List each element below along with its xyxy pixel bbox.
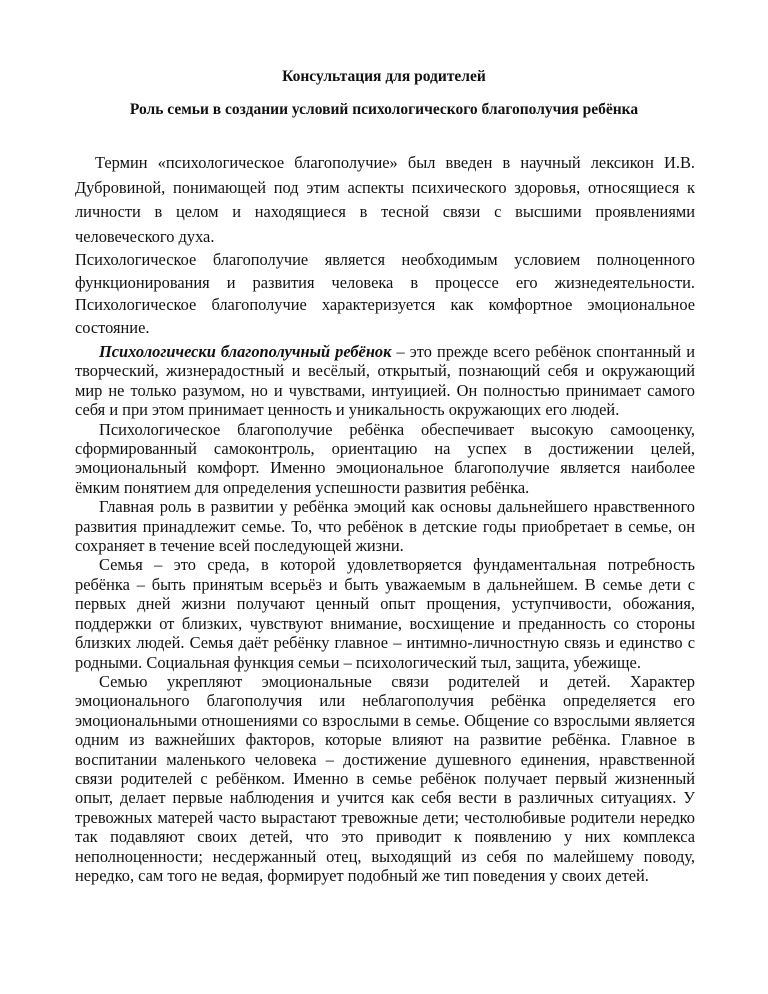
paragraph-family-environment: Семья – это среда, в которой удовлетворяется фундаментальная потребность ребёнка – быть принятым всерьёз и быть уважаемым в дальнейшем. В семье дети с первых дней жизни получают ценный опыт прощения, уступчивости, обожания, поддержки от близких, чувствуют внимание, восхищение и преданность со стороны близких людей. Семья даёт ребёнку главное – интимно-личностную связь и единство с родными. Социальная функция семьи – психологический тыл, защита, убежище. [75,555,695,672]
document-body [75,151,695,885]
paragraph-wellbeing-child [75,342,695,420]
paragraph-text: – это прежде всего ребёнок спонтанный и творческий, жизнерадостный и весёлый, открытый, познающий себя и окружающий мир не только разумом, но и чувствами, интуицией. Он полностью принимает самого себя и при этом принимает ценность и уникальность окружающих его людей. [75,342,696,420]
paragraph-wellbeing-condition: Психологическое благополучие является необходимым условием полноценного функционирования и развития человека в процессе его жизнедеятельности. Психологическое благополучие характеризуется как комфортное эмоциональное состояние. [75,250,695,337]
document-title: Консультация для родителей [282,68,486,85]
emphasis-term: Психологически благополучный ребёнок [99,342,392,361]
paragraph-definition: Термин «психологическое благополучие» был введен в научный лексикон И.В. Дубровиной, понимающей под этим аспекты психического здоровья, относящиеся к личности в целом и находящиеся в тесной связи с высшими проявлениями человеческого духа. [75,153,695,246]
paragraph-self-esteem: Психологическое благополучие ребёнка обеспечивает высокую самооценку, сформированный самоконтроль, ориентацию на успех в достижении целей, эмоциональный комфорт. Именно эмоциональное благополучие является наиболее ёмким понятием для определения успешности развития ребёнка. [75,419,695,497]
paragraph-emotional-bonds: Семью укрепляют эмоциональные связи родителей и детей. Характер эмоционального благополучия или неблагополучия ребёнка определяется его эмоциональными отношениями со взрослыми в семье. Общение со взрослыми является одним из важнейших факторов, которые влияют на развитие ребёнка. Главное в воспитании маленького человека – достижение душевного единения, нравственной связи родителей с ребёнком. Именно в семье ребёнок получает первый жизненный опыт, делает первые наблюдения и учится как себя вести в различных ситуациях. У тревожных матерей часто вырастают тревожные дети; честолюбивые родители нередко так подавляют своих детей, что это приводит к появлению у них комплекса неполноценности; несдержанный отец, выходящий из себя по малейшему поводу, нередко, сам того не ведая, формирует подобный же тип поведения у своих детей. [75,671,695,885]
paragraph-family-role: Главная роль в развитии у ребёнка эмоций как основы дальнейшего нравственного развития принадлежит семье. То, что ребёнок в детские годы приобретает в семье, он сохраняет в течение всей последующей жизни. [75,497,695,556]
document-subtitle: Роль семьи в создании условий психологического благополучия ребёнка [129,101,639,118]
